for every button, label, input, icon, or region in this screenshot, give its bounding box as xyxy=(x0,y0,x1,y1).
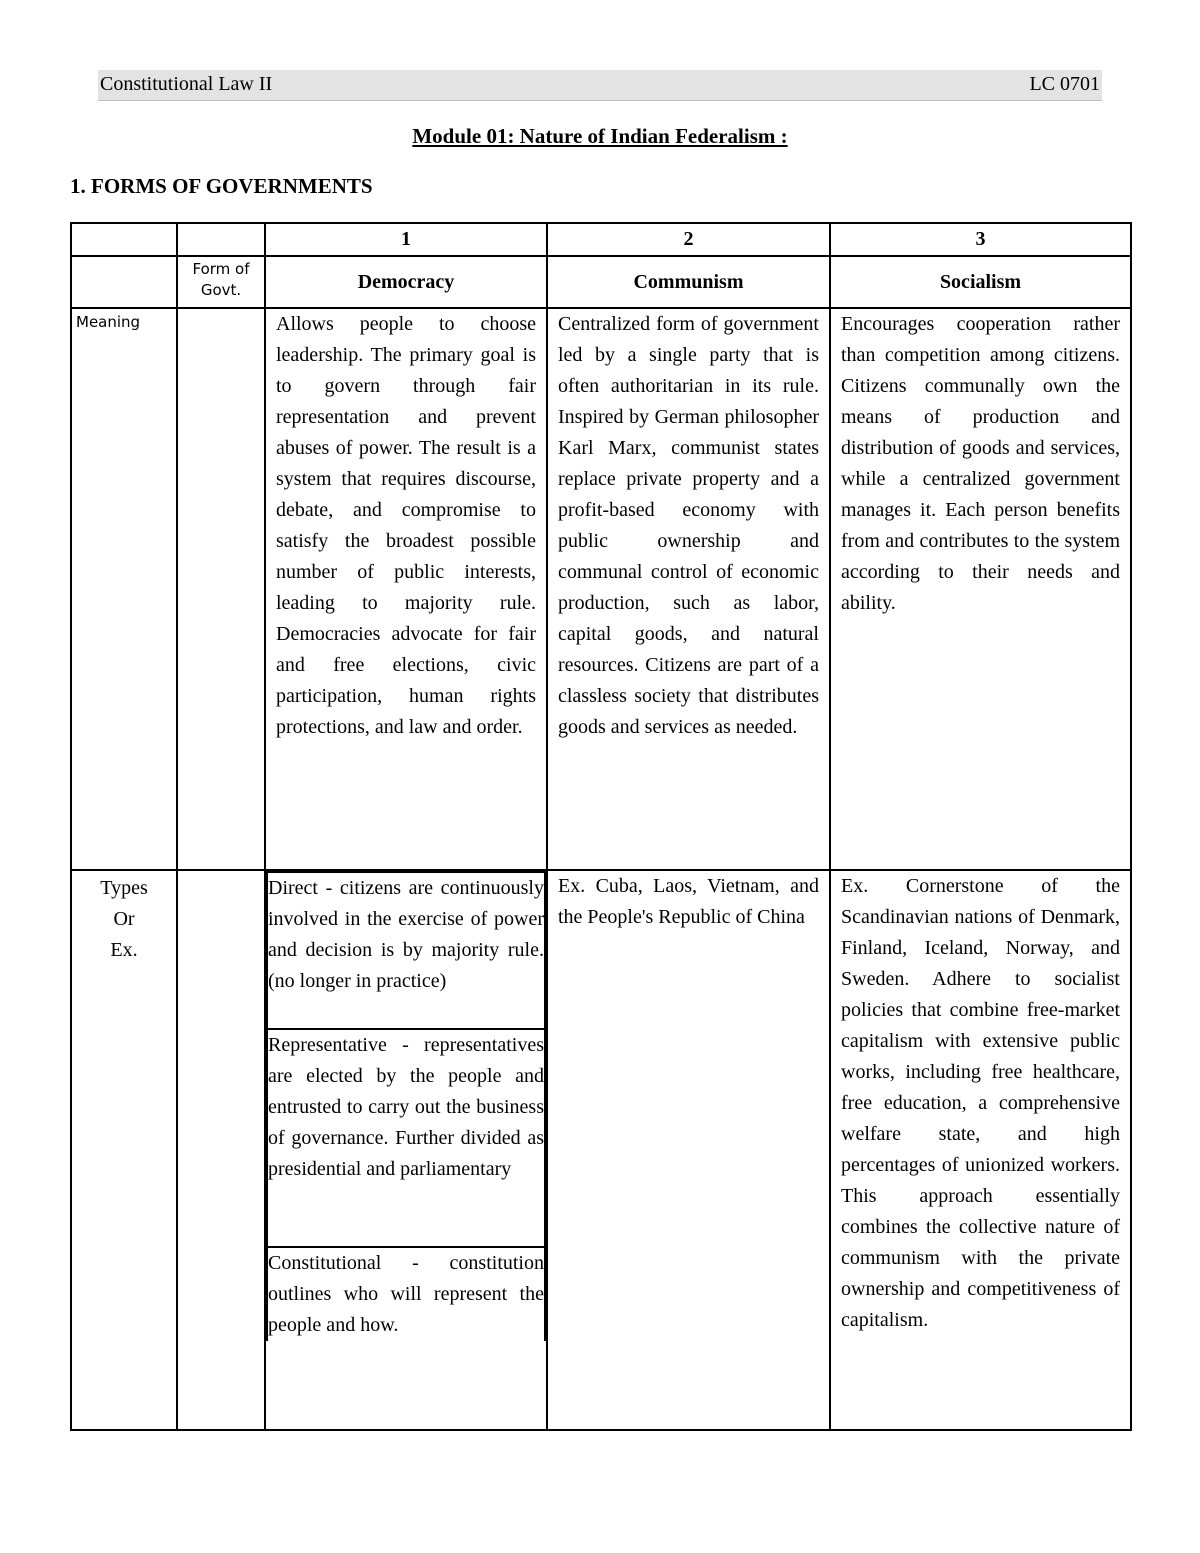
forms-of-government-table xyxy=(70,222,1132,1431)
blank-cell xyxy=(177,308,265,870)
row-label-line: Types xyxy=(100,877,148,899)
communism-examples: Ex. Cuba, Laos, Vietnam, and the People's Republic of China xyxy=(547,870,830,1430)
form-of-govt-label: Form of Govt. xyxy=(177,256,265,308)
type-direct: Direct - citizens are continuously involved in the exercise of power and decision is by majority rule. (no longer in practice) xyxy=(267,872,545,1029)
number-row xyxy=(71,223,1131,256)
democracy-meaning: Allows people to choose leadership. The primary goal is to govern through fair representation and prevent abuses of power. The result is a system that requires discourse, debate, and compromise to satisfy the broadest possible number of public interests, leading to majority rule. Democracies advocate for fair and free elections, civic participation, human rights protections, and law and order. xyxy=(265,308,547,870)
socialism-meaning: Encourages cooperation rather than competition among citizens. Citizens communally own the means of production and distribution of goods and services, while a centralized government manages it. Each person benefits from and contributes to the system according to their needs and ability. xyxy=(830,308,1131,870)
column-header-communism: Communism xyxy=(547,256,830,308)
blank-cell xyxy=(177,870,265,1430)
course-title: Constitutional Law II xyxy=(100,73,273,95)
blank-cell xyxy=(177,223,265,256)
meaning-row xyxy=(71,308,1131,870)
democracy-types-list xyxy=(266,871,546,1341)
democracy-types xyxy=(265,870,547,1430)
column-number: 3 xyxy=(830,223,1131,256)
blank-cell xyxy=(71,256,177,308)
socialism-examples: Ex. Cornerstone of the Scandinavian nations of Denmark, Finland, Iceland, Norway, and Sweden. Adhere to socialist policies that combine free-market capitalism with extensive public works, including free healthcare, free education, a comprehensive welfare state, and high percentages of unionized workers. This approach essentially combines the collective nature of communism with the private ownership and competitiveness of capitalism. xyxy=(830,870,1131,1430)
module-title: Module 01: Nature of Indian Federalism : xyxy=(412,124,788,148)
running-header xyxy=(98,70,1102,101)
row-label-line: Or xyxy=(113,908,135,930)
row-label-types xyxy=(71,870,177,1430)
column-header-democracy: Democracy xyxy=(265,256,547,308)
row-label-line: Ex. xyxy=(110,939,138,961)
row-label-meaning: Meaning xyxy=(71,308,177,870)
course-code: LC 0701 xyxy=(1029,73,1100,95)
column-number: 1 xyxy=(265,223,547,256)
communism-meaning: Centralized form of government led by a single party that is often authoritarian in its rule. Inspired by German philosopher Karl Marx, communist states replace private property and a profit-based economy with public ownership and communal control of economic production, such as labor, capital goods, and natural resources. Citizens are part of a classless society that distributes goods and services as needed. xyxy=(547,308,830,870)
blank-cell xyxy=(71,223,177,256)
header-row xyxy=(71,256,1131,308)
type-representative: Representative - representatives are elected by the people and entrusted to carry out the business of governance. Further divided as presidential and parliamentary xyxy=(267,1029,545,1247)
column-number: 2 xyxy=(547,223,830,256)
column-header-socialism: Socialism xyxy=(830,256,1131,308)
types-row xyxy=(71,870,1131,1430)
section-heading: 1. FORMS OF GOVERNMENTS xyxy=(70,174,373,198)
type-constitutional: Constitutional - constitution outlines who will represent the people and how. xyxy=(267,1247,545,1341)
